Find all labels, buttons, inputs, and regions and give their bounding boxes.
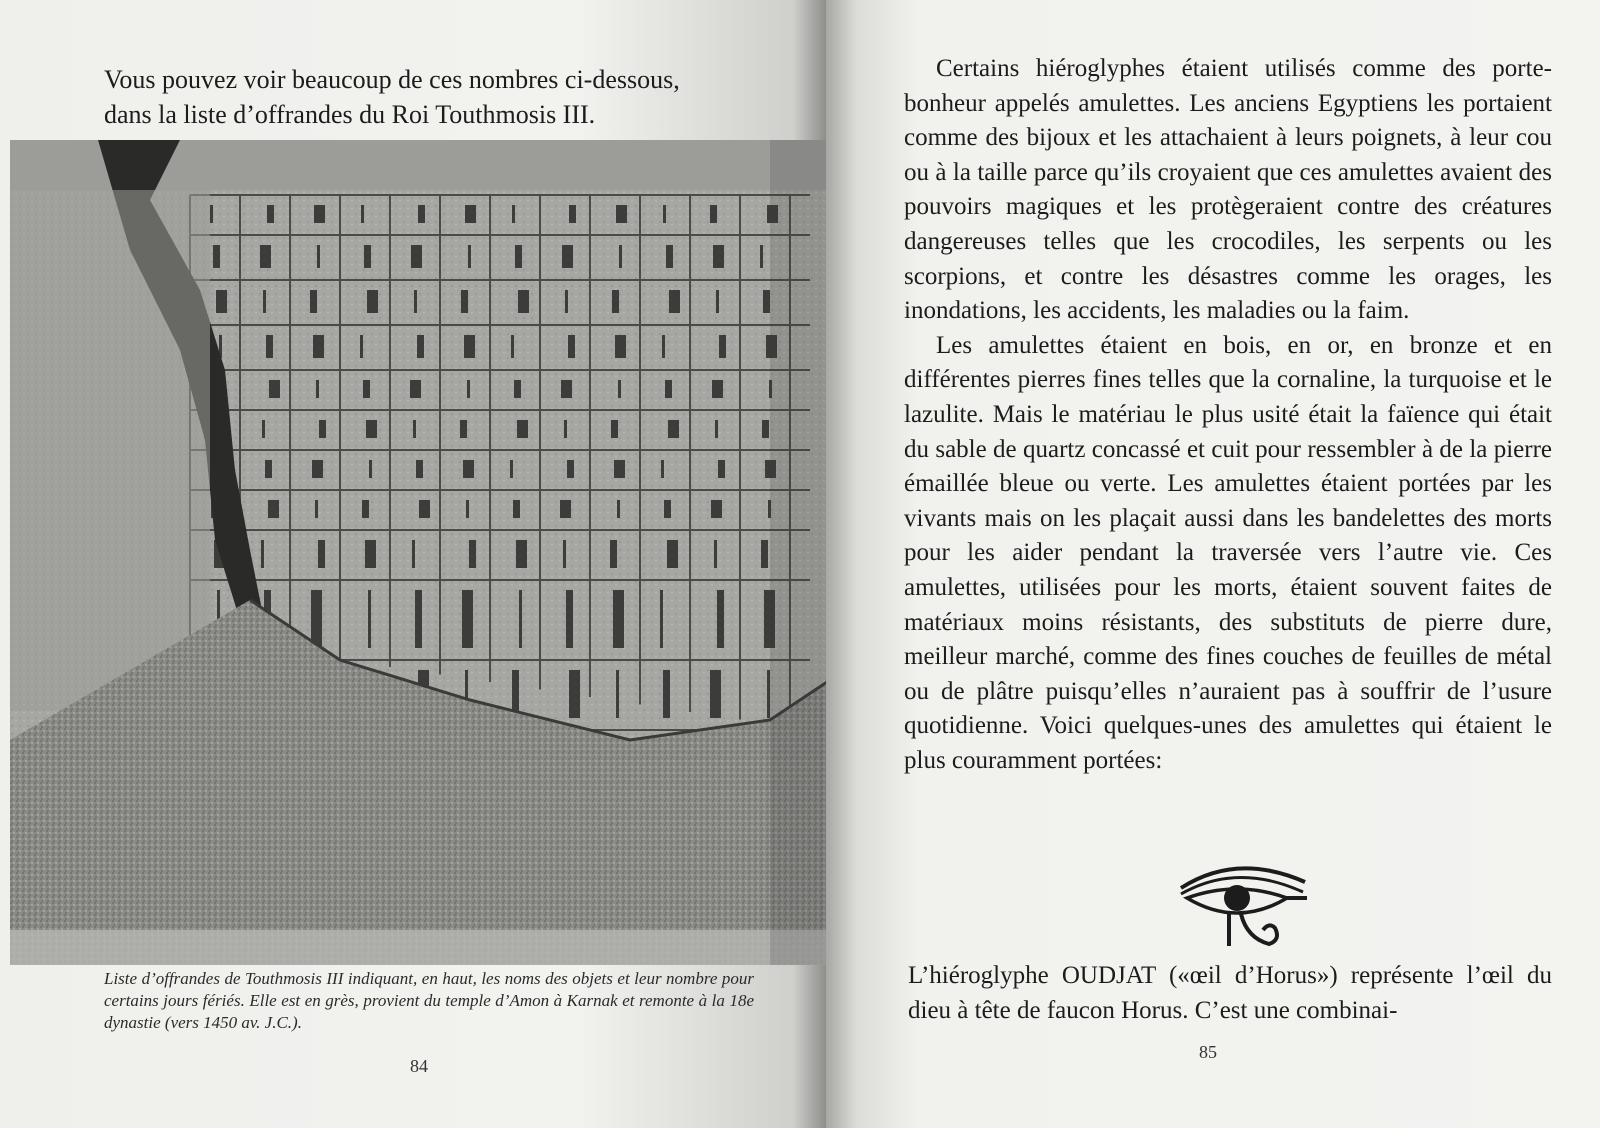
glyph-mark [618,380,621,398]
glyph-mark [614,460,625,478]
glyph-mark [562,245,573,268]
glyph-mark [713,245,724,268]
glyph-mark [362,500,369,518]
glyph-mark [312,460,323,478]
glyph-mark [714,540,717,568]
glyph-mark [718,460,725,478]
glyph-mark [668,420,679,438]
glyph-mark [319,420,326,438]
glyph-mark [317,245,320,268]
glyph-mark [517,420,528,438]
glyph-mark [710,205,717,223]
glyph-mark [313,335,324,358]
glyph-mark [563,540,566,568]
glyph-mark [568,335,575,358]
glyph-mark [463,460,474,478]
glyph-mark [515,245,522,268]
glyph-mark [669,290,680,313]
glyph-mark [569,205,576,223]
glyph-mark [465,205,476,223]
glyph-mark [665,380,672,398]
eye-of-horus-icon [1177,858,1312,953]
glyph-mark [467,380,470,398]
glyph-mark [664,500,671,518]
glyph-mark [311,590,322,648]
glyph-mark [419,500,430,518]
glyph-mark [369,460,372,478]
glyph-mark [719,335,726,358]
glyph-mark [767,670,770,718]
glyph-mark [412,540,415,568]
glyph-mark [261,540,264,568]
glyph-mark [417,335,424,358]
glyph-mark [216,290,227,313]
glyph-mark [268,500,279,518]
paragraph-1: Certains hiéroglyphes étaient utilisés comme des porte-bonheur appelés amulettes. Les anciens Egyptiens les portaient comme des bijoux et les attachaient à leurs poignets, à leur cou ou à la taille parce qu’ils croyaient que ces amulettes avaient des pouvoirs magiques et les protègeraient contre des créatures dangereuses telles que les crocodiles, les serpents ou les scorpions, et contre les désastres comme les orages, les inondations, les accidents, les maladies ou la faim. [904,55,1552,325]
glyph-mark [213,245,220,268]
page-number-right: 85 [1199,1042,1217,1062]
glyph-mark [266,335,273,358]
glyph-mark [416,460,423,478]
glyph-mark [466,500,469,518]
glyph-mark [411,245,422,268]
glyph-mark [367,290,378,313]
page-number-left: 84 [410,1056,428,1076]
glyph-mark [366,420,377,438]
glyph-mark [414,290,417,313]
glyph-mark [316,380,319,398]
glyph-mark [413,420,416,438]
glyph-mark [711,500,722,518]
glyph-mark [560,500,571,518]
relief-illustration [10,140,826,965]
oudjat-text: L’hiéroglyphe OUDJAT («œil d’Horus») représente l’œil du dieu à tête de faucon Horus. C’est une combinai- [908,962,1552,1024]
glyph-mark [663,670,670,718]
glyph-mark [518,290,529,313]
photo-caption: Liste d’offrandes de Touthmosis III indiquant, en haut, les noms des objets et leur nombre pour certains jours fériés. Elle est en grès, provient du temple d’Amon à Karnak et remonte à la 18e dynastie (vers 1450 av. J.C.). [104,969,754,1032]
glyph-mark [468,245,471,268]
glyph-mark [461,290,468,313]
glyph-mark [569,670,580,718]
glyph-mark [667,540,678,568]
glyph-mark [663,205,666,223]
glyph-mark [619,245,622,268]
glyph-mark [415,590,422,648]
glyph-mark [315,500,318,518]
glyph-mark [516,540,527,568]
glyph-mark [616,670,619,718]
glyph-mark [510,460,513,478]
glyph-mark [260,245,271,268]
glyph-mark [666,245,673,268]
glyph-mark [360,335,363,358]
glyph-mark [762,420,769,438]
glyph-mark [267,205,274,223]
glyph-mark [363,380,370,398]
glyph-mark [462,590,473,648]
glyph-mark [364,245,371,268]
glyph-mark [565,290,568,313]
glyph-mark [210,205,213,223]
glyph-mark [760,245,763,268]
glyph-mark [512,205,515,223]
amulet-text [904,52,1552,778]
glyph-mark [269,380,280,398]
intro-line-2: dans la liste d’offrandes du Roi Touthmosis III. [104,100,596,129]
glyph-mark [263,290,266,313]
glyph-mark [712,380,723,398]
glyph-mark [318,540,325,568]
paragraph-2: Les amulettes étaient en bois, en or, en bronze et en différentes pierres fines telles que la cornaline, la turquoise et le lazulite. Mais le matériau le plus usité était la faïence qui était du sable de quartz concassé et cuit pour ressembler à de la pierre émaillée bleue ou verte. Les amulettes étaient portées par les vivants mais on les plaçait aussi dans les bandelettes des morts pour les aider pendant la traversée vers l’autre vie. Ces amulettes, utilisées pour les morts, étaient souvent faites de matériaux moins résistants, des substituts de pierre dure, meilleur marché, comme des fines couches de feuilles de métal ou de plâtre puisqu’elles n’auraient pas à souffrir de l’usure quotidienne. Voici quelques-unes des amulettes qui étaient le plus couramment portées: [904,331,1552,774]
intro-text [104,62,754,132]
glyph-mark [464,335,475,358]
glyph-mark [716,290,719,313]
glyph-mark [761,540,768,568]
glyph-mark [314,205,325,223]
glyph-mark [514,380,521,398]
glyph-mark [513,500,520,518]
glyph-mark [418,205,425,223]
glyph-mark [368,590,371,648]
offering-list-photo [10,140,826,965]
glyph-mark [361,205,364,223]
glyph-mark [612,290,619,313]
glyph-mark [511,335,514,358]
glyph-mark [615,335,626,358]
glyph-mark [611,420,618,438]
glyph-mark [715,420,718,438]
glyph-mark [519,590,522,648]
glyph-mark [617,500,620,518]
glyph-mark [564,420,567,438]
glyph-mark [661,460,664,478]
glyph-mark [660,590,663,648]
glyph-mark [460,420,467,438]
glyph-mark [469,540,476,568]
intro-line-1: Vous pouvez voir beaucoup de ces nombres ci-dessous, [104,65,680,94]
glyph-mark [662,335,665,358]
glyph-mark [717,590,724,648]
glyph-mark [566,590,573,648]
glyph-mark [410,380,421,398]
glyph-mark [567,460,574,478]
glyph-mark [616,205,627,223]
glyph-mark [763,290,770,313]
glyph-mark [613,590,624,648]
glyph-mark [365,540,376,568]
glyph-mark [710,670,721,718]
glyph-mark [610,540,617,568]
glyph-mark [265,460,272,478]
glyph-mark [310,290,317,313]
glyph-mark [561,380,572,398]
glyph-mark [262,420,265,438]
